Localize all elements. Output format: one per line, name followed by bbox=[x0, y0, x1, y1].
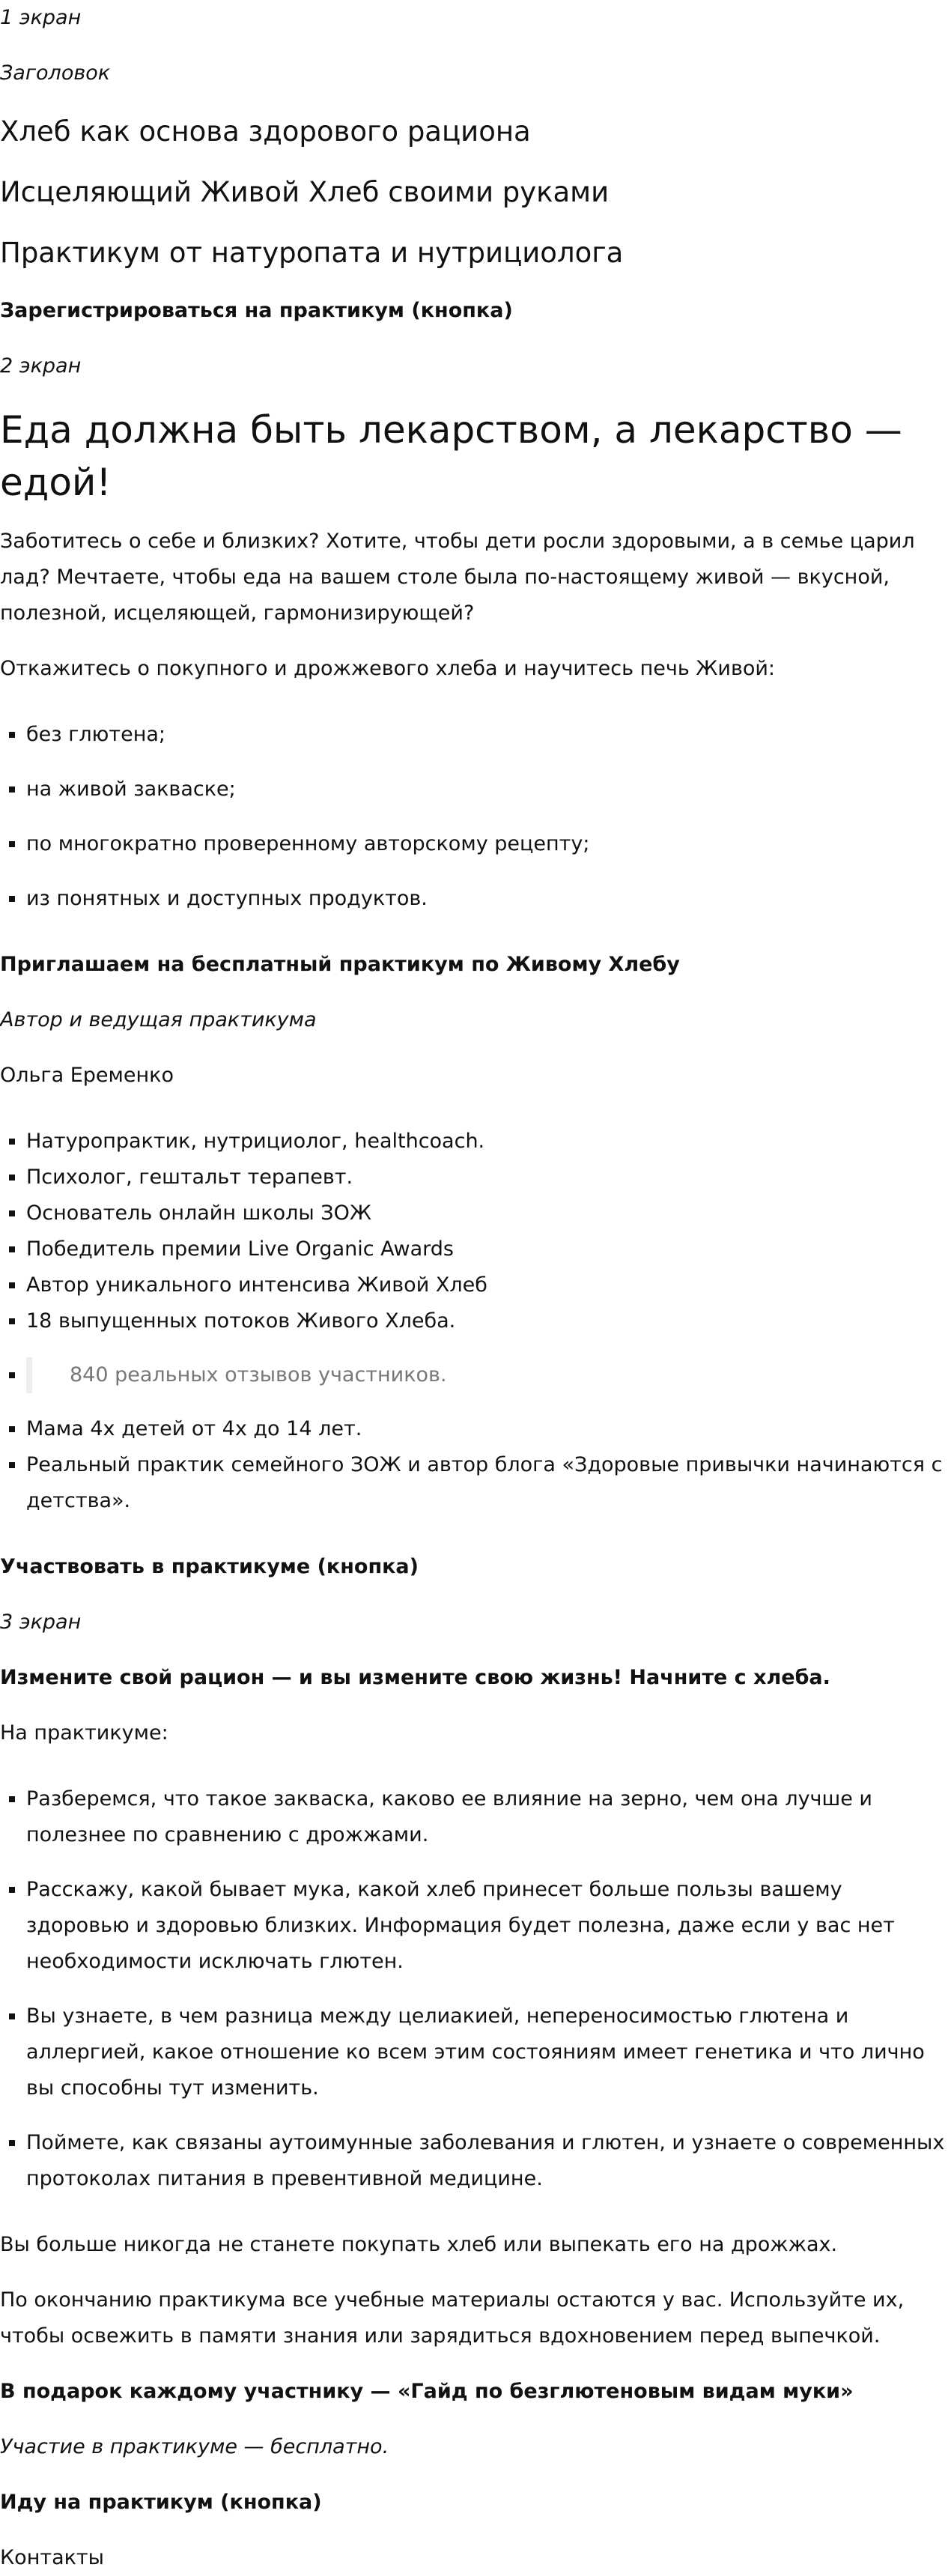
list-item: ▪ Победитель премии Live Organic Awards bbox=[26, 1231, 951, 1267]
go-button-label: Иду на практикум (кнопка) bbox=[0, 2491, 322, 2514]
list-item: ▪ Поймете, как связаны аутоимунные заболевания и глютен, и узнаете о современных протоколах питания в превентивной медицине. bbox=[26, 2125, 951, 2197]
list-item bbox=[26, 1357, 951, 1393]
screen-3-headline: Измените свой рацион — и вы измените свою жизнь! Начните с хлеба. bbox=[0, 1666, 830, 1689]
gift-heading: В подарок каждому участнику — «Гайд по безглютеновым видам муки» bbox=[0, 2380, 854, 2403]
list-item: ▪ Разберемся, что такое закваска, каково ее влияние на зерно, чем она лучше и полезнее по сравнению с дрожжами. bbox=[26, 1781, 951, 1853]
participate-button-label: Участвовать в практикуме (кнопка) bbox=[0, 1555, 419, 1578]
list-item: ▪ Расскажу, какой бывает мука, какой хлеб принесет больше пользы вашему здоровью и здоровью близких. Информация будет полезна, даже если у вас нет необходимости исключать глютен. bbox=[26, 1872, 951, 1980]
credentials-list bbox=[0, 1124, 951, 1519]
features-list bbox=[0, 717, 951, 917]
materials-paragraph: По окончанию практикума все учебные материалы остаются у вас. Используйте их, чтобы освежить в памяти знания или зарядиться вдохновением перед выпечкой. bbox=[0, 2288, 905, 2348]
reviews-quote: ▪ 840 реальных отзывов участников. bbox=[26, 1357, 951, 1393]
list-item: ▪ Мама 4х детей от 4х до 14 лет. bbox=[26, 1411, 951, 1447]
list-item: ▪ Реальный практик семейного ЗОЖ и автор блога «Здоровые привычки начинаются с детства». bbox=[26, 1447, 951, 1519]
screen-3-lead: На практикуме: bbox=[0, 1721, 168, 1745]
title-2: Исцеляющий Живой Хлеб своими руками bbox=[0, 176, 610, 208]
list-item: ▪ Автор уникального интенсива Живой Хлеб bbox=[26, 1267, 951, 1303]
list-item: ▪ без глютена; bbox=[26, 717, 951, 753]
author-name: Ольга Еременко bbox=[0, 1064, 174, 1087]
heading-label: Заголовок bbox=[0, 61, 111, 85]
benefits-list bbox=[0, 1781, 951, 2197]
headline: Еда должна быть лекарством, а лекарство — едой! bbox=[0, 408, 902, 504]
list-item: ▪ Основатель онлайн школы ЗОЖ bbox=[26, 1195, 951, 1231]
free-note: Участие в практикуме — бесплатно. bbox=[0, 2435, 389, 2458]
intro-paragraph: Заботитесь о себе и близких? Хотите, чтобы дети росли здоровыми, а в семье царил лад? Мечтаете, чтобы еда на вашем столе была по-настоящему живой — вкусной, полезной, исцеляющей, гармонизирующей? bbox=[0, 530, 915, 625]
no-yeast-paragraph: Вы больше никогда не станете покупать хлеб или выпекать его на дрожжах. bbox=[0, 2233, 838, 2256]
list-item: ▪ из понятных и доступных продуктов. bbox=[26, 881, 951, 917]
register-button-label: Зарегистрироваться на практикум (кнопка) bbox=[0, 299, 513, 322]
screen-2-label: 2 экран bbox=[0, 354, 82, 378]
author-label: Автор и ведущая практикума bbox=[0, 1008, 317, 1031]
list-item: ▪ Психолог, гештальт терапевт. bbox=[26, 1160, 951, 1195]
list-item: ▪ 18 выпущенных потоков Живого Хлеба. bbox=[26, 1303, 951, 1339]
title-3: Практикум от натуропата и нутрициолога bbox=[0, 237, 624, 269]
title-1: Хлеб как основа здорового рациона bbox=[0, 115, 531, 148]
lead-paragraph: Откажитесь о покупного и дрожжевого хлеба и научитесь печь Живой: bbox=[0, 657, 776, 680]
invite-heading: Приглашаем на бесплатный практикум по Живому Хлебу bbox=[0, 953, 680, 976]
list-item: ▪ на живой закваске; bbox=[26, 772, 951, 807]
screen-1-label: 1 экран bbox=[0, 6, 82, 29]
screen-3-label: 3 экран bbox=[0, 1610, 82, 1634]
list-item: ▪ Натуропрактик, нутрициолог, healthcoach. bbox=[26, 1124, 951, 1160]
list-item: ▪ Вы узнаете, в чем разница между целиакией, непереносимостью глютена и аллергией, какое отношение ко всем этим состояниям имеет генетика и что лично вы способны тут изменить. bbox=[26, 1998, 951, 2106]
list-item: ▪ по многократно проверенному авторскому рецепту; bbox=[26, 826, 951, 862]
contacts-label: Контакты bbox=[0, 2546, 104, 2569]
